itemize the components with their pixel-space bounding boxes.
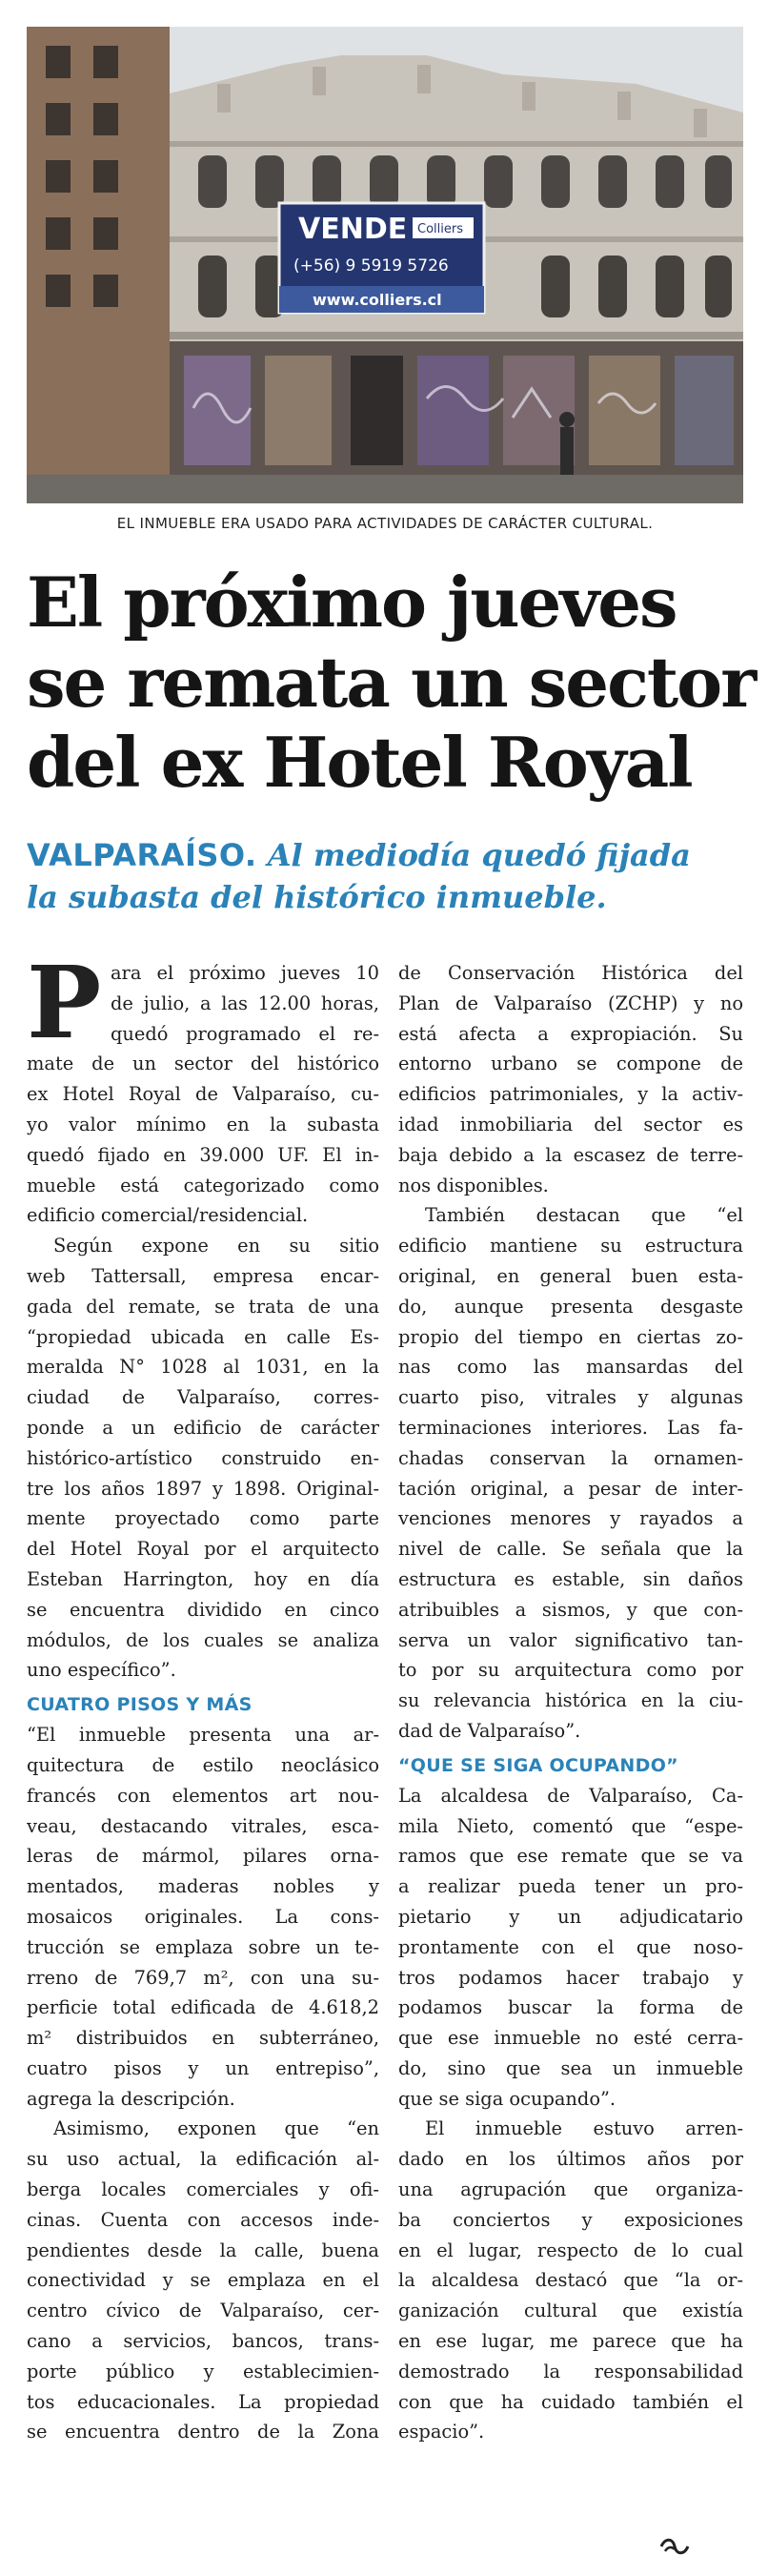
body-line: terminaciones interiores. Las fa- bbox=[398, 1416, 743, 1439]
article-photo bbox=[27, 27, 743, 503]
body-line: propio del tiempo en ciertas zo- bbox=[398, 1325, 743, 1348]
body-line: meralda N° 1028 al 1031, en la bbox=[27, 1356, 379, 1379]
body-line: mentados, maderas nobles y bbox=[27, 1875, 379, 1898]
body-line: tros podamos hacer trabajo y bbox=[398, 1966, 743, 1989]
body-line: perficie total edificada de 4.618,2 bbox=[27, 1996, 379, 2019]
body-line: dado en los últimos años por bbox=[398, 2148, 743, 2171]
body-line: agrega la descripción. bbox=[27, 2087, 235, 2110]
body-line: mente proyectado como parte bbox=[27, 1507, 379, 1530]
body-line: “propiedad ubicada en calle Es- bbox=[27, 1325, 379, 1348]
body-line: El inmueble estuvo arren- bbox=[425, 2117, 743, 2140]
body-line: edificio comercial/residencial. bbox=[27, 1204, 309, 1227]
body-line: Asimismo, exponen que “en bbox=[53, 2117, 379, 2140]
body-line: ponde a un edificio de carácter bbox=[27, 1416, 379, 1439]
body-line: espacio”. bbox=[398, 2421, 485, 2443]
body-line: ba conciertos y exposiciones bbox=[398, 2208, 743, 2231]
body-line: Esteban Harrington, hoy en día bbox=[27, 1567, 379, 1590]
body-line: la alcaldesa destacó que “la or- bbox=[398, 2269, 743, 2292]
body-line: cinas. Cuenta con accesos inde- bbox=[27, 2208, 379, 2231]
body-line: mueble está categorizado como bbox=[27, 1174, 379, 1196]
body-line: su relevancia histórica en la ciu- bbox=[398, 1689, 743, 1712]
body-line: edificio mantiene su estructura bbox=[398, 1235, 743, 1257]
body-line: dad de Valparaíso”. bbox=[398, 1719, 581, 1742]
body-line: nos disponibles. bbox=[398, 1174, 549, 1196]
body-line: histórico-artístico construido en- bbox=[27, 1446, 379, 1469]
body-line: está afecta a expropiación. Su bbox=[398, 1022, 743, 1045]
dateline-location: VALPARAÍSO. bbox=[27, 837, 257, 873]
body-line: La alcaldesa de Valparaíso, Ca- bbox=[398, 1784, 743, 1807]
body-line: del Hotel Royal por el arquitecto bbox=[27, 1538, 379, 1561]
body-line: leras de mármol, pilares orna- bbox=[27, 1845, 379, 1868]
body-line: ciudad de Valparaíso, corres- bbox=[27, 1386, 379, 1409]
body-line: que se siga ocupando”. bbox=[398, 2087, 616, 2110]
body-line: rreno de 769,7 m², con una su- bbox=[27, 1966, 379, 1989]
body-line: Plan de Valparaíso (ZCHP) y no bbox=[398, 992, 743, 1014]
body-line: ex Hotel Royal de Valparaíso, cu- bbox=[27, 1083, 379, 1106]
dek-line: la subasta del histórico inmueble. bbox=[27, 879, 607, 915]
sign-url: www.colliers.cl bbox=[313, 291, 442, 309]
body-line: prontamente con el que noso- bbox=[398, 1935, 743, 1958]
body-line: nivel de calle. Se señala que la bbox=[398, 1538, 743, 1561]
body-line: ganización cultural que existía bbox=[398, 2300, 743, 2322]
body-line: módulos, de los cuales se analiza bbox=[27, 1628, 379, 1651]
body-line: en ese lugar, me parece que ha bbox=[398, 2330, 743, 2353]
body-line: berga locales comerciales y ofi- bbox=[27, 2178, 379, 2201]
sign-title: VENDE bbox=[298, 213, 408, 246]
body-line: que ese inmueble no esté cerra- bbox=[398, 2027, 743, 2050]
body-line: porte público y establecimien- bbox=[27, 2360, 379, 2382]
body-line: nas como las mansardas del bbox=[398, 1356, 743, 1379]
body-line: cuarto piso, vitrales y algunas bbox=[398, 1386, 743, 1409]
body-line: centro cívico de Valparaíso, cer- bbox=[27, 2300, 379, 2322]
body-line: uno específico”. bbox=[27, 1659, 176, 1682]
article-column-left bbox=[27, 944, 379, 2447]
body-line: idad inmobiliaria del sector es bbox=[398, 1113, 743, 1135]
body-line: se encuentra dentro de la Zona bbox=[27, 2421, 379, 2443]
body-line: podamos buscar la forma de bbox=[398, 1996, 743, 2019]
body-line: veau, destacando vitrales, esca- bbox=[27, 1814, 379, 1837]
article-headline bbox=[27, 562, 756, 803]
body-line: tos educacionales. La propiedad bbox=[27, 2390, 379, 2413]
body-line: tre los años 1897 y 1898. Original- bbox=[27, 1477, 379, 1500]
article-column-right bbox=[398, 958, 743, 2447]
body-line: trucción se emplaza sobre un te- bbox=[27, 1935, 379, 1958]
body-line: su uso actual, la edificación al- bbox=[27, 2148, 379, 2171]
body-line: ara el próximo jueves 10 bbox=[111, 962, 379, 984]
article-dek bbox=[27, 834, 743, 918]
body-line: ramos que ese remate que se va bbox=[398, 1845, 743, 1868]
body-line: do, aunque presenta desgaste bbox=[398, 1295, 743, 1318]
body-line: pendientes desde la calle, buena bbox=[27, 2239, 379, 2261]
end-of-article-icon bbox=[657, 2536, 692, 2557]
section-subhead: CUATRO PISOS Y MÁS bbox=[27, 1694, 253, 1716]
body-line: pietario y un adjudicatario bbox=[398, 1905, 743, 1928]
body-line: entorno urbano se compone de bbox=[398, 1053, 743, 1075]
body-line: demostrado la responsabilidad bbox=[398, 2360, 743, 2382]
body-line: con que ha cuidado también el bbox=[398, 2390, 743, 2413]
headline-line: del ex Hotel Royal bbox=[27, 722, 692, 803]
body-line: web Tattersall, empresa encar- bbox=[27, 1264, 379, 1287]
photo-caption: EL INMUEBLE ERA USADO PARA ACTIVIDADES DE CARÁCTER CULTURAL. bbox=[116, 515, 654, 532]
hotel-facade-image bbox=[27, 27, 743, 503]
body-line: También destacan que “el bbox=[425, 1204, 743, 1227]
body-line: mila Nieto, comentó que “espe- bbox=[398, 1814, 743, 1837]
body-line: gada del remate, se trata de una bbox=[27, 1295, 379, 1318]
body-line: m² distribuidos en subterráneo, bbox=[27, 2027, 379, 2050]
body-line: se encuentra dividido en cinco bbox=[27, 1598, 379, 1621]
body-line: estructura es estable, sin daños bbox=[398, 1567, 743, 1590]
body-line: Según expone en su sitio bbox=[53, 1235, 379, 1257]
body-line: original, en general buen esta- bbox=[398, 1264, 743, 1287]
drop-cap: P bbox=[27, 944, 102, 1061]
body-line: to por su arquitectura como por bbox=[398, 1659, 743, 1682]
body-line: mosaicos originales. La cons- bbox=[27, 1905, 379, 1928]
body-line: quedó fijado en 39.000 UF. El in- bbox=[27, 1143, 379, 1166]
body-line: serva un valor significativo tan- bbox=[398, 1628, 743, 1651]
body-line: de Conservación Histórica del bbox=[398, 962, 743, 984]
body-line: “El inmueble presenta una ar- bbox=[27, 1724, 379, 1747]
body-line: quitectura de estilo neoclásico bbox=[27, 1753, 379, 1776]
body-line: atribuibles a sismos, y que con- bbox=[398, 1598, 743, 1621]
headline-line: se remata un sector bbox=[27, 642, 756, 723]
body-line: tación original, a pesar de inter- bbox=[398, 1477, 743, 1500]
headline-line: El próximo jueves bbox=[27, 562, 677, 643]
body-line: yo valor mínimo en la subasta bbox=[27, 1113, 379, 1135]
sign-phone: (+56) 9 5919 5726 bbox=[293, 256, 449, 276]
body-line: quedó programado el re- bbox=[111, 1022, 379, 1045]
sign-brand: Colliers bbox=[417, 222, 463, 236]
body-line: mate de un sector del histórico bbox=[27, 1053, 379, 1075]
section-subhead: “QUE SE SIGA OCUPANDO” bbox=[398, 1754, 678, 1776]
body-line: a realizar pueda tener un pro- bbox=[398, 1875, 743, 1898]
body-line: chadas conservan la ornamen- bbox=[398, 1446, 743, 1469]
body-line: edificios patrimoniales, y la activ- bbox=[398, 1083, 743, 1106]
body-line: una agrupación que organiza- bbox=[398, 2178, 743, 2201]
body-line: cano a servicios, bancos, trans- bbox=[27, 2330, 379, 2353]
body-line: venciones menores y rayados a bbox=[398, 1507, 743, 1530]
dek-line: Al mediodía quedó fijada bbox=[256, 837, 691, 873]
body-line: francés con elementos art nou- bbox=[27, 1784, 379, 1807]
body-line: en el lugar, respecto de lo cual bbox=[398, 2239, 743, 2261]
body-line: baja debido a la escasez de terre- bbox=[398, 1143, 743, 1166]
body-line: conectividad y se emplaza en el bbox=[27, 2269, 379, 2292]
body-line: do, sino que sea un inmueble bbox=[398, 2056, 743, 2079]
body-line: cuatro pisos y un entrepiso”, bbox=[27, 2056, 379, 2079]
body-line: de julio, a las 12.00 horas, bbox=[111, 992, 379, 1014]
